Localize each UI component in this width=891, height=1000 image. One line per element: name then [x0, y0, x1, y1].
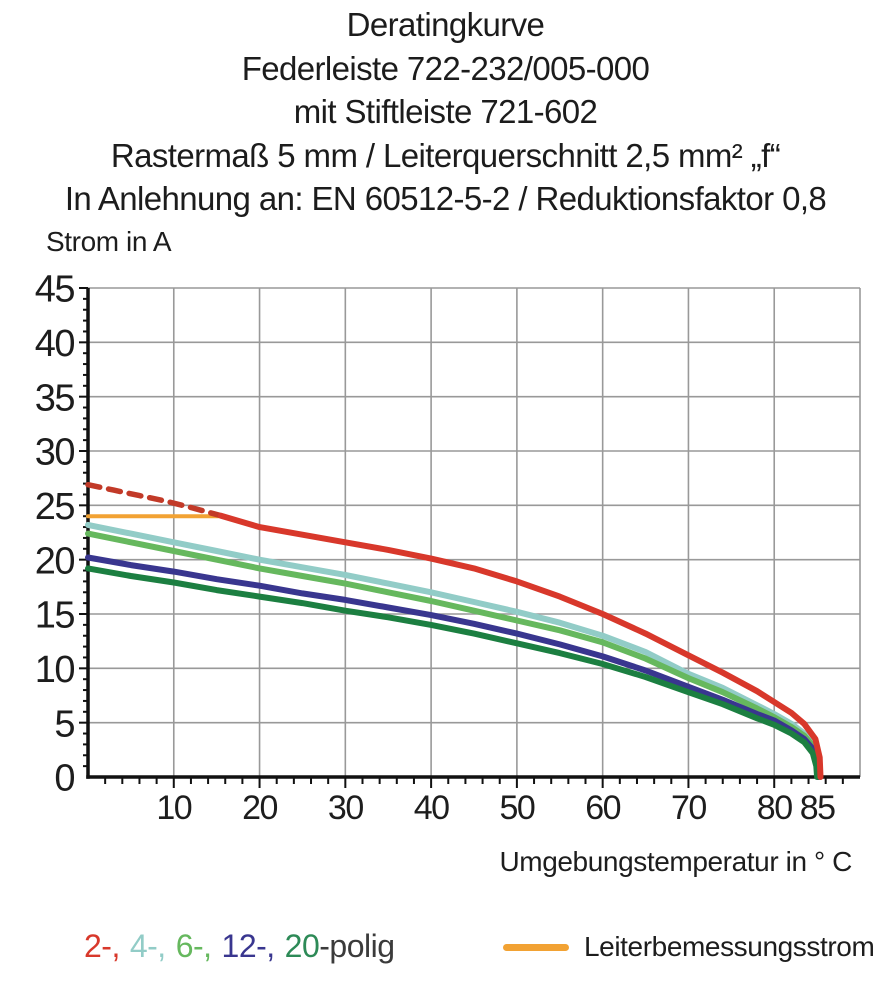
- x-tick-label-40: 40: [413, 789, 449, 827]
- x-tick-label-30: 30: [327, 789, 363, 827]
- legend-poles-suffix: -polig: [319, 928, 395, 964]
- y-tick-label-35: 35: [34, 377, 74, 420]
- y-tick-label-10: 10: [34, 649, 74, 692]
- title-line-3: mit Stiftleiste 721-602: [293, 93, 598, 130]
- legend-pole-20: 20: [284, 928, 320, 964]
- x-tick-label-20: 20: [242, 789, 277, 827]
- y-tick-label-15: 15: [34, 594, 74, 637]
- x-tick-label-80: 80: [756, 789, 792, 827]
- legend-pole-4: 4-,: [129, 928, 166, 964]
- rated-current-legend: [503, 930, 874, 964]
- title-line-2: Federleiste 722-232/005-000: [241, 49, 650, 87]
- x-tick-label-70: 70: [671, 789, 706, 827]
- y-axis-title: Strom in A: [46, 226, 172, 257]
- x-tick-label-50: 50: [499, 789, 535, 827]
- x-tick-label-85: 85: [799, 789, 835, 827]
- x-tick-label-60: 60: [585, 789, 621, 827]
- poles-legend: [84, 928, 395, 965]
- x-axis-title: Umgebungstemperatur in ° C: [499, 846, 852, 877]
- x-tick-label-10: 10: [156, 789, 192, 827]
- title-line-1: Deratingkurve: [346, 6, 545, 43]
- y-tick-label-25: 25: [34, 486, 74, 529]
- y-tick-label-45: 45: [34, 268, 74, 311]
- curve-2-polig-dashed: [88, 485, 221, 516]
- y-tick-label-30: 30: [34, 431, 74, 474]
- title-line-4: Rastermaß 5 mm / Leiterquerschnitt 2,5 mm² „f“: [110, 136, 781, 174]
- curve-6-polig: [88, 534, 819, 777]
- y-tick-label-5: 5: [54, 703, 74, 746]
- title-line-5: In Anlehnung an: EN 60512-5-2 / Reduktionsfaktor 0,8: [64, 180, 827, 217]
- legend-pole-2: 2-,: [84, 928, 120, 964]
- legend-pole-12: 12-,: [221, 928, 275, 964]
- rated-current-label: Leiterbemessungsstrom: [584, 931, 875, 962]
- y-tick-label-0: 0: [54, 757, 74, 800]
- y-tick-label-40: 40: [34, 323, 74, 366]
- rated-current-line-swatch: [503, 944, 569, 951]
- y-tick-label-20: 20: [34, 540, 74, 583]
- legend-pole-6: 6-,: [175, 928, 212, 964]
